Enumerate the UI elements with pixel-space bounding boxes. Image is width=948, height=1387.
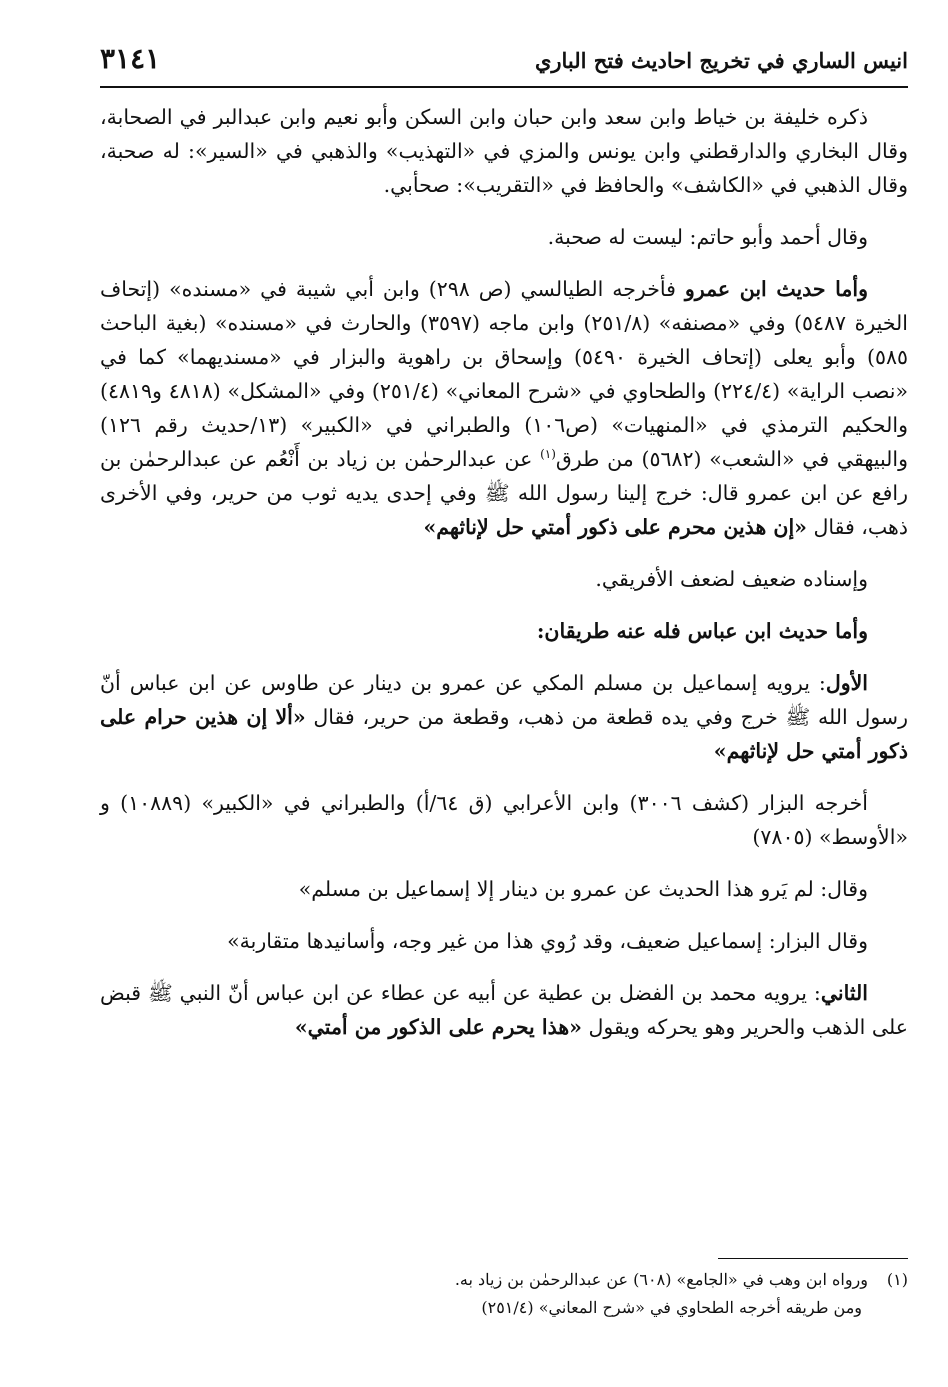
paragraph-7 (100, 786, 908, 854)
paragraph-2 (100, 220, 908, 254)
footnote-number: (١) (886, 1270, 908, 1289)
paragraph-4 (100, 562, 908, 596)
footnote-1 (100, 1266, 908, 1294)
paragraph-6-lead: الأول (825, 671, 868, 695)
paragraph-8-text: وقال: لم يَرو هذا الحديث عن عمرو بن دينار إلا إسماعيل بن مسلم» (298, 877, 868, 901)
page-number: ٣١٤١ (100, 42, 161, 75)
running-header (100, 42, 908, 88)
paragraph-6-text: : يرويه إسماعيل بن مسلم المكي عن عمرو بن دينار عن طاوس عن ابن عباس أنّ رسول الله ﷺ خرج وفي يده قطعة من ذهب، وقطعة من حرير، فقال (100, 671, 908, 729)
paragraph-8 (100, 872, 908, 906)
paragraph-5 (100, 614, 908, 648)
paragraph-5-text: وأما حديث ابن عباس فله عنه طريقان: (536, 619, 868, 643)
hadith-quote-3: «هذا يحرم على الذكور من أمتي» (294, 1015, 582, 1039)
footnote-ref: (١) (540, 447, 556, 462)
paragraph-10-lead: الثاني (820, 981, 868, 1005)
hadith-quote-1: «إن هذين محرم على ذكور أمتي حل لإناثهم» (423, 515, 807, 539)
paragraph-7-text: أخرجه البزار (كشف ٣٠٠٦) وابن الأعرابي (ق ٦٤/أ) والطبراني في «الكبير» (١٠٨٨٩) و «الأوسط» (٧٨٠٥) (100, 791, 908, 849)
paragraph-4-text: وإسناده ضعيف لضعف الأفريقي. (595, 567, 868, 591)
book-title: انيس الساري في تخريج احاديث فتح الباري (534, 48, 908, 73)
footnotes (100, 1266, 908, 1322)
hadith-quote-2: «ألا إن هذين حرام على ذكور أمتي حل لإناثهم» (100, 705, 908, 763)
paragraph-1-text: ذكره خليفة بن خياط وابن سعد وابن حبان وابن السكن وأبو نعيم وابن عبدالبر في الصحابة، وقال البخاري والدارقطني وابن يونس والمزي في «التهذيب» والذهبي في «السير»: له صحبة، وقال الذهبي في «الكاشف» والحافظ في «التقريب»: صحأبي. (100, 105, 908, 197)
footnote-1-continued (100, 1294, 908, 1322)
footnote-line-2: ومن طريقه أخرجه الطحاوي في «شرح المعاني» (٢٥١/٤) (481, 1298, 862, 1317)
paragraph-10-text: : يرويه محمد بن الفضل بن عطية عن أبيه عن عطاء عن ابن عباس أنّ النبي ﷺ قبض على الذهب والحرير وهو يحركه ويقول (100, 981, 908, 1039)
paragraph-2-text: وقال أحمد وأبو حاتم: ليست له صحبة. (547, 225, 868, 249)
paragraph-3-text-a: فأخرجه الطيالسي (ص ٢٩٨) وابن أبي شيبة في «مسنده» (إتحاف الخيرة ٥٤٨٧) وفي «مصنفه» (٢٥١/٨) وابن ماجه (٣٥٩٧) والحارث في «مسنده» (بغية الباحث ٥٨٥) وأبو يعلى (إتحاف الخيرة ٥٤٩٠) وإسحاق بن راهوية والبزار في «مسنديهما» كما في «نصب الراية» (٢٢٤/٤) والطحاوي في «شرح المعاني» (٢٥١/٤) وفي «المشكل» (٤٨١٨ و٤٨١٩) والحكيم الترمذي في «المنهيات» (ص١٠٦) والطبراني في «الكبير» (١٣/حديث رقم ١٢٦) والبيهقي في «الشعب» (٥٦٨٢) من طرق (100, 277, 909, 471)
paragraph-3-lead: وأما حديث ابن عمرو (684, 277, 868, 301)
footnote-divider (718, 1258, 908, 1259)
paragraph-9 (100, 924, 908, 958)
paragraph-10 (100, 976, 908, 1044)
paragraph-3 (100, 272, 908, 544)
paragraph-6 (100, 666, 908, 768)
paragraph-1 (100, 100, 908, 202)
paragraph-3-text-b: عن عبدالرحمٰن بن زياد بن أَنْعُم عن عبدالرحمٰن بن رافع عن ابن عمرو قال: خرج إلينا رسول الله ﷺ وفي إحدى يديه ثوب من حرير، وفي الأخرى ذهب، فقال (100, 447, 908, 539)
footnote-line-1: ورواه ابن وهب في «الجامع» (٦٠٨) عن عبدالرحمٰن بن زياد به. (454, 1270, 868, 1289)
main-text (100, 100, 908, 1062)
paragraph-9-text: وقال البزار: إسماعيل ضعيف، وقد رُوي هذا من غير وجه، وأسانيدها متقاربة» (227, 929, 868, 953)
